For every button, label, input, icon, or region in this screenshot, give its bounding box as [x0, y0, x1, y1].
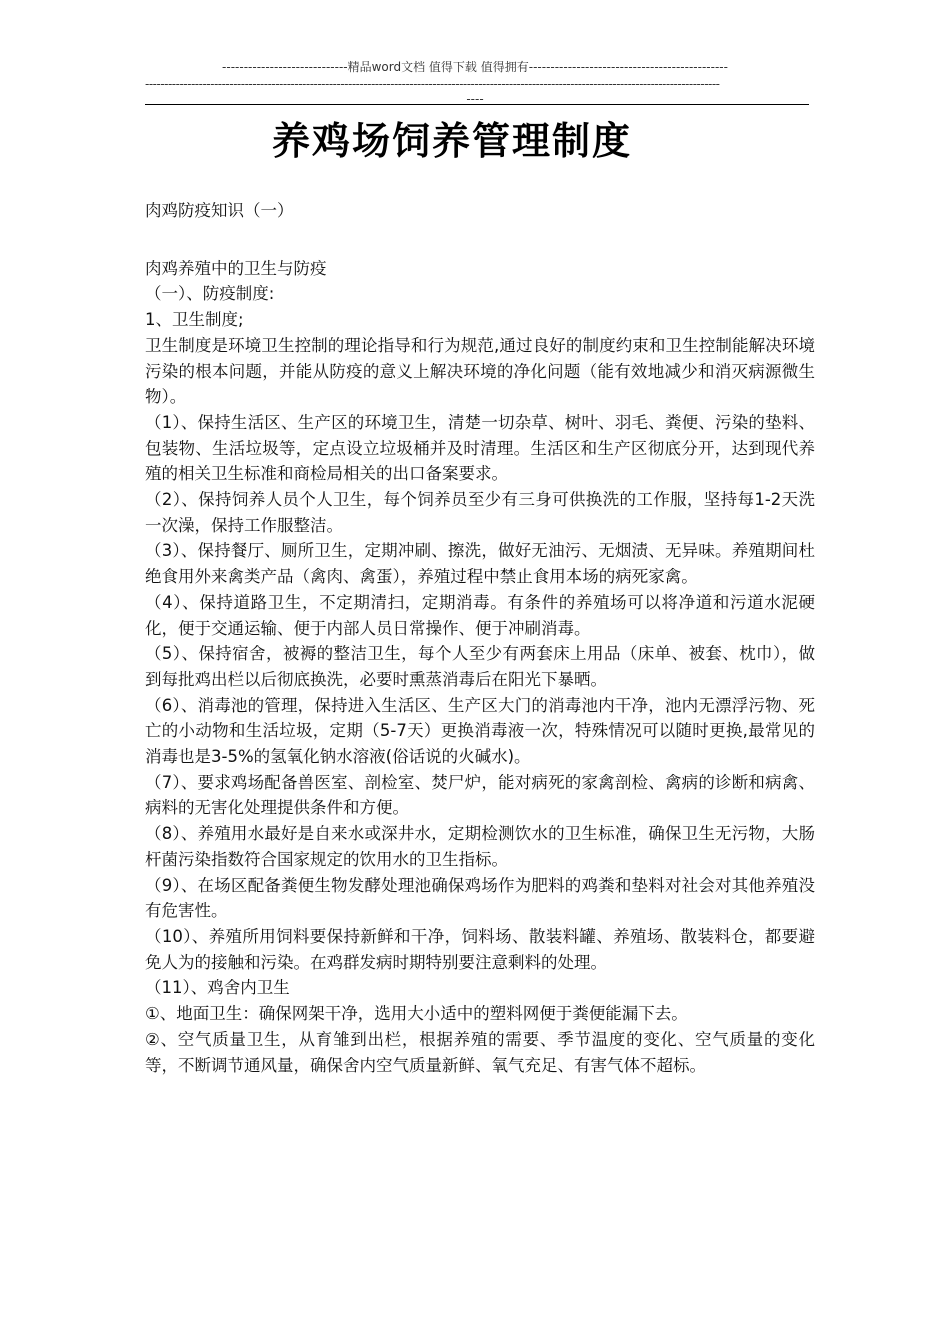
subsection-heading: （一）、防疫制度: — [145, 284, 275, 304]
paragraph: （10）、养殖所用饲料要保持新鲜和干净，饲料场、散装料罐、养殖场、散装料仓，都要避免人为的接触和污染。在鸡群发病时期特别要注意剩料的处理。 — [145, 926, 815, 972]
paragraph: （2）、保持饲养人员个人卫生，每个饲养员至少有三身可供换洗的工作服，坚持每1-2天洗一次澡，保持工作服整洁。 — [145, 490, 815, 535]
paragraph: （9）、在场区配备粪便生物发酵处理池确保鸡场作为肥料的鸡粪和垫料对社会对其他养殖没有危害性。 — [145, 875, 815, 921]
section-heading: 肉鸡养殖中的卫生与防疫 — [145, 258, 327, 278]
section-subtitle: 肉鸡防疫知识（一） — [145, 201, 294, 220]
document-title: 养鸡场饲养管理制度 — [271, 118, 632, 163]
paragraph: （8）、养殖用水最好是自来水或深井水，定期检测饮水的卫生标准，确保卫生无污物，大肠杆菌污染指数符合国家规定的饮用水的卫生指标。 — [145, 824, 815, 869]
paragraph: （6）、消毒池的管理，保持进入生活区、生产区大门的消毒池内干净，池内无漂浮污物、死亡的小动物和生活垃圾，定期（5-7天）更换消毒液一次，特殊情况可以随时更换,最常见的消毒也是3-5%的氢氧化钠水溶液(俗话说的火碱水)。 — [145, 695, 815, 767]
paragraph: （4）、保持道路卫生，不定期清扫，定期消毒。有条件的养殖场可以将净道和污道水泥硬化，便于交通运输、便于内部人员日常操作、便于冲刷消毒。 — [145, 592, 815, 638]
paragraph: ①、地面卫生：确保网架干净，选用大小适中的塑料网便于粪便能漏下去。 — [145, 1004, 688, 1024]
paragraph: （7）、要求鸡场配备兽医室、剖检室、焚尸炉，能对病死的家禽剖检、禽病的诊断和病禽、病料的无害化处理提供条件和方便。 — [145, 772, 815, 818]
paragraph: （3）、保持餐厅、厕所卫生，定期冲刷、擦洗，做好无油污、无烟渍、无异味。养殖期间杜绝食用外来禽类产品（禽肉、禽蛋），养殖过程中禁止食用本场的病死家禽。 — [145, 541, 815, 587]
header-dashes: ------------------------------------------------------------------------------------------------------------------------------------------------------ — [145, 77, 720, 91]
header-rule — [145, 104, 809, 105]
header-text: -----------------------------精品word文档 值得下载 值得拥有---------------------------------------------- — [222, 60, 728, 74]
item-heading: 1、卫生制度; — [145, 310, 244, 330]
paragraph: （1）、保持生活区、生产区的环境卫生，清楚一切杂草、树叶、羽毛、粪便、污染的垫料、包装物、生活垃圾等，定点设立垃圾桶并及时清理。生活区和生产区彻底分开，达到现代养殖的相关卫生标准和商检局相关的出口备案要求。 — [145, 412, 815, 484]
paragraph: （11）、鸡舍内卫生 — [145, 978, 290, 998]
paragraph: （5）、保持宿舍，被褥的整洁卫生，每个人至少有两套床上用品（床单、被套、枕巾），做到每批鸡出栏以后彻底换洗，必要时熏蒸消毒后在阳光下暴晒。 — [145, 644, 815, 689]
paragraph: ②、空气质量卫生，从育雏到出栏，根据养殖的需要、季节温度的变化、空气质量的变化等，不断调节通风量，确保舍内空气质量新鲜、氧气充足、有害气体不超标。 — [145, 1029, 815, 1075]
paragraph: 卫生制度是环境卫生控制的理论指导和行为规范,通过良好的制度约束和卫生控制能解决环境污染的根本问题，并能从防疫的意义上解决环境的净化问题（能有效地减少和消灭病源微生物）。 — [145, 335, 815, 407]
header-dashes-tail: ---- — [466, 92, 484, 106]
document-body — [145, 198, 815, 1078]
